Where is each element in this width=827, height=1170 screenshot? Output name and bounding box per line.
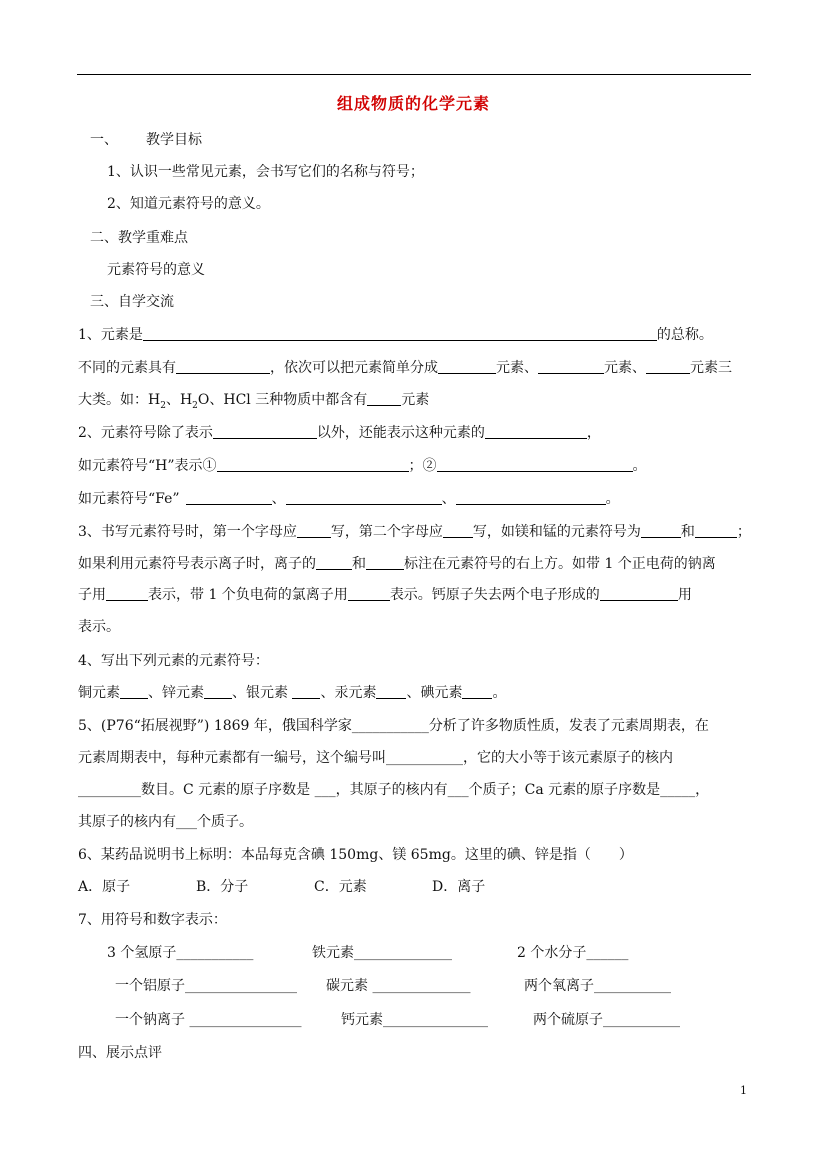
page-number: 1 [740, 1084, 747, 1097]
answer-blank[interactable] [176, 359, 270, 374]
q1-text: 元素三 [690, 360, 732, 376]
answer-blank[interactable] [120, 684, 148, 699]
q5-text: ，它的大小等于该元素原子的核内 [463, 750, 673, 766]
q4-text: 、银元素 [232, 685, 293, 701]
q1-text: 1、元素是 [78, 327, 143, 343]
q2-line-3 [78, 490, 620, 508]
answer-blank[interactable] [204, 684, 232, 699]
answer-blank[interactable]: ___________ [603, 1012, 680, 1028]
q2-text: 如元素符号“Fe” [78, 491, 180, 507]
q5-text: 分析了许多物质性质，发表了元素周期表，在 [428, 718, 709, 734]
q5-text: 其原子的核内有 [78, 814, 176, 830]
answer-blank[interactable]: ___________ [351, 718, 429, 734]
q7-item: 2 个水分子 [517, 945, 587, 961]
q7-item: 一个铝原子 [115, 978, 185, 994]
q3-line-4: 表示。 [78, 619, 120, 635]
answer-blank[interactable] [286, 490, 442, 505]
answer-blank[interactable] [641, 523, 681, 538]
answer-blank[interactable]: ___ [176, 814, 197, 830]
q3-text: 用 [677, 587, 692, 603]
q4-text: 、锌元素 [148, 685, 204, 701]
goal-1: 1、认识一些常见元素，会书写它们的名称与符号； [107, 164, 424, 180]
answer-blank[interactable] [438, 359, 496, 374]
q7-item: 两个氧离子 [524, 978, 594, 994]
q5-line-1 [78, 717, 709, 735]
q4-text: 、汞元素 [320, 685, 377, 701]
q5-text: 元素周期表中，每种元素都有一编号，这个编号叫 [78, 750, 386, 766]
answer-blank[interactable] [538, 359, 604, 374]
q1-text: O、HCl 三种物质中都含有 [197, 392, 368, 408]
section-2-heading: 二、教学重难点 [90, 230, 188, 246]
section-number: 一、 [90, 132, 118, 148]
q1-text: 元素 [401, 392, 430, 408]
answer-blank[interactable] [297, 523, 331, 538]
q7-item: 一个钠离子 [115, 1012, 190, 1028]
q3-line-2 [78, 555, 716, 573]
q2-text: ， [586, 425, 601, 441]
q3-text: 和 [352, 556, 366, 572]
q3-text: 表示。钙原子失去两个电子形成的 [389, 587, 600, 603]
answer-blank[interactable] [462, 684, 492, 699]
option-d[interactable]: D．离子 [432, 879, 486, 895]
q7-item: 3 个氢原子 [107, 945, 177, 961]
q5-line-2 [78, 749, 673, 767]
q7-item: 两个硫原子 [533, 1012, 603, 1028]
answer-blank[interactable] [695, 523, 737, 538]
section-2-content: 元素符号的意义 [107, 262, 205, 278]
answer-blank[interactable] [485, 424, 587, 439]
q3-text: 表示，带 1 个负电荷的氯离子用 [148, 587, 348, 603]
q6-options [78, 878, 485, 896]
answer-blank[interactable] [186, 490, 272, 505]
q4-line [78, 684, 506, 702]
section-1-heading [90, 131, 202, 149]
answer-blank[interactable] [600, 586, 678, 601]
q5-line-4 [78, 813, 253, 831]
q3-text: 标注在元素符号的右上方。如带 1 个正电荷的钠离 [404, 556, 716, 572]
q2-line-2 [78, 457, 647, 475]
q1-line-1 [78, 326, 713, 344]
answer-blank[interactable]: ___ [314, 782, 336, 798]
answer-blank[interactable] [366, 555, 404, 570]
q2-line-1 [78, 424, 601, 442]
q3-text: 和 [680, 524, 695, 540]
q7-item: 碳元素 [326, 978, 373, 994]
answer-blank[interactable]: _________ [78, 782, 141, 798]
q1-line-3 [78, 391, 429, 415]
q1-text: 不同的元素具有 [78, 360, 176, 376]
q5-text: 数目。C 元素的原子序数是 [141, 782, 315, 798]
q2-text: 、 [441, 491, 456, 507]
q1-text: 、H [165, 392, 193, 408]
answer-blank[interactable]: ___________ [594, 978, 671, 994]
q1-text: 元素、 [496, 360, 538, 376]
q1-text: 大类。如：H [78, 392, 161, 408]
q1-text: 元素、 [604, 360, 646, 376]
q7-heading: 7、用符号和数字表示： [78, 912, 227, 928]
option-b[interactable]: B．分子 [196, 879, 249, 895]
q7-row-3 [115, 1011, 680, 1029]
goal-2: 2、知道元素符号的意义。 [107, 196, 270, 212]
answer-blank[interactable] [348, 586, 390, 601]
answer-blank[interactable]: ________________ [185, 978, 297, 994]
q1-text: 的总称。 [656, 327, 713, 343]
q7-row-1 [107, 944, 628, 962]
section-4-heading: 四、展示点评 [78, 1045, 162, 1061]
answer-blank[interactable] [646, 359, 690, 374]
answer-blank[interactable] [437, 457, 633, 472]
q3-line-3 [78, 586, 692, 604]
q5-text: 5、(P76“拓展视野”) 1869 年，俄国科学家 [78, 718, 352, 734]
q3-text: ； [736, 524, 751, 540]
q4-text: 、碘元素 [406, 685, 463, 701]
answer-blank[interactable]: _____ [660, 782, 696, 798]
answer-blank[interactable]: ___________ [176, 945, 254, 961]
section-3-heading: 三、自学交流 [90, 294, 174, 310]
section-title: 教学目标 [146, 132, 202, 148]
answer-blank[interactable] [443, 523, 473, 538]
q5-text: ， [695, 782, 710, 798]
subscript: 2 [192, 400, 198, 411]
answer-blank[interactable]: _______________ [383, 1012, 488, 1028]
q2-text: 2、元素符号除了表示 [78, 425, 213, 441]
answer-blank[interactable] [106, 586, 148, 601]
q2-text: 。 [605, 491, 620, 507]
q6-stem: 6、某药品说明书上标明：本品每克含碘 150mg、镁 65mg。这里的碘、锌是指（ ） [78, 847, 633, 863]
header-rule [77, 74, 751, 75]
subscript: 2 [160, 400, 166, 411]
q3-text: 写，第二个字母应 [330, 524, 443, 540]
option-a[interactable]: A．原子 [78, 879, 131, 895]
q1-line-2 [78, 359, 732, 377]
q2-text: ；② [408, 458, 437, 474]
answer-blank[interactable] [217, 457, 409, 472]
answer-blank[interactable]: ___________ [386, 750, 463, 766]
q7-item: 铁元素 [312, 945, 354, 961]
q4-heading: 4、写出下列元素的元素符号： [78, 653, 269, 669]
q5-text: 个质子；Ca 元素的原子序数是 [468, 782, 661, 798]
answer-blank[interactable] [367, 391, 401, 406]
answer-blank[interactable] [376, 684, 406, 699]
q2-text: 、 [271, 491, 286, 507]
q7-item: 钙元素 [341, 1012, 383, 1028]
answer-blank[interactable]: ______________ [354, 945, 452, 961]
answer-blank[interactable]: ______________ [372, 978, 471, 994]
q5-text: ，其原子的核内有 [335, 782, 448, 798]
page-title: 组成物质的化学元素 [336, 94, 490, 113]
q3-line-1 [78, 523, 751, 541]
answer-blank[interactable]: ______ [586, 945, 629, 961]
answer-blank[interactable] [316, 555, 352, 570]
q2-text: 以外，还能表示这种元素的 [316, 425, 485, 441]
q3-text: 写，如镁和锰的元素符号为 [472, 524, 641, 540]
answer-blank[interactable]: ___ [447, 782, 469, 798]
option-c[interactable]: C．元素 [314, 879, 367, 895]
q4-text: 。 [492, 685, 507, 701]
q1-text: ，依次可以把元素简单分成 [270, 360, 438, 376]
answer-blank[interactable] [292, 684, 320, 699]
answer-blank[interactable] [213, 424, 317, 439]
answer-blank[interactable] [456, 490, 606, 505]
q5-text: 个质子。 [197, 814, 253, 830]
answer-blank[interactable] [143, 326, 657, 341]
q2-text: 。 [632, 458, 647, 474]
q3-text: 3、书写元素符号时，第一个字母应 [78, 524, 297, 540]
q3-text: 子用 [78, 587, 106, 603]
q7-row-2 [115, 977, 671, 995]
q4-text: 铜元素 [78, 685, 120, 701]
q2-text: 如元素符号“H”表示① [78, 458, 217, 474]
answer-blank[interactable]: ________________ [189, 1012, 302, 1028]
q5-line-3 [78, 781, 709, 799]
q3-text: 如果利用元素符号表示离子时，离子的 [78, 556, 316, 572]
